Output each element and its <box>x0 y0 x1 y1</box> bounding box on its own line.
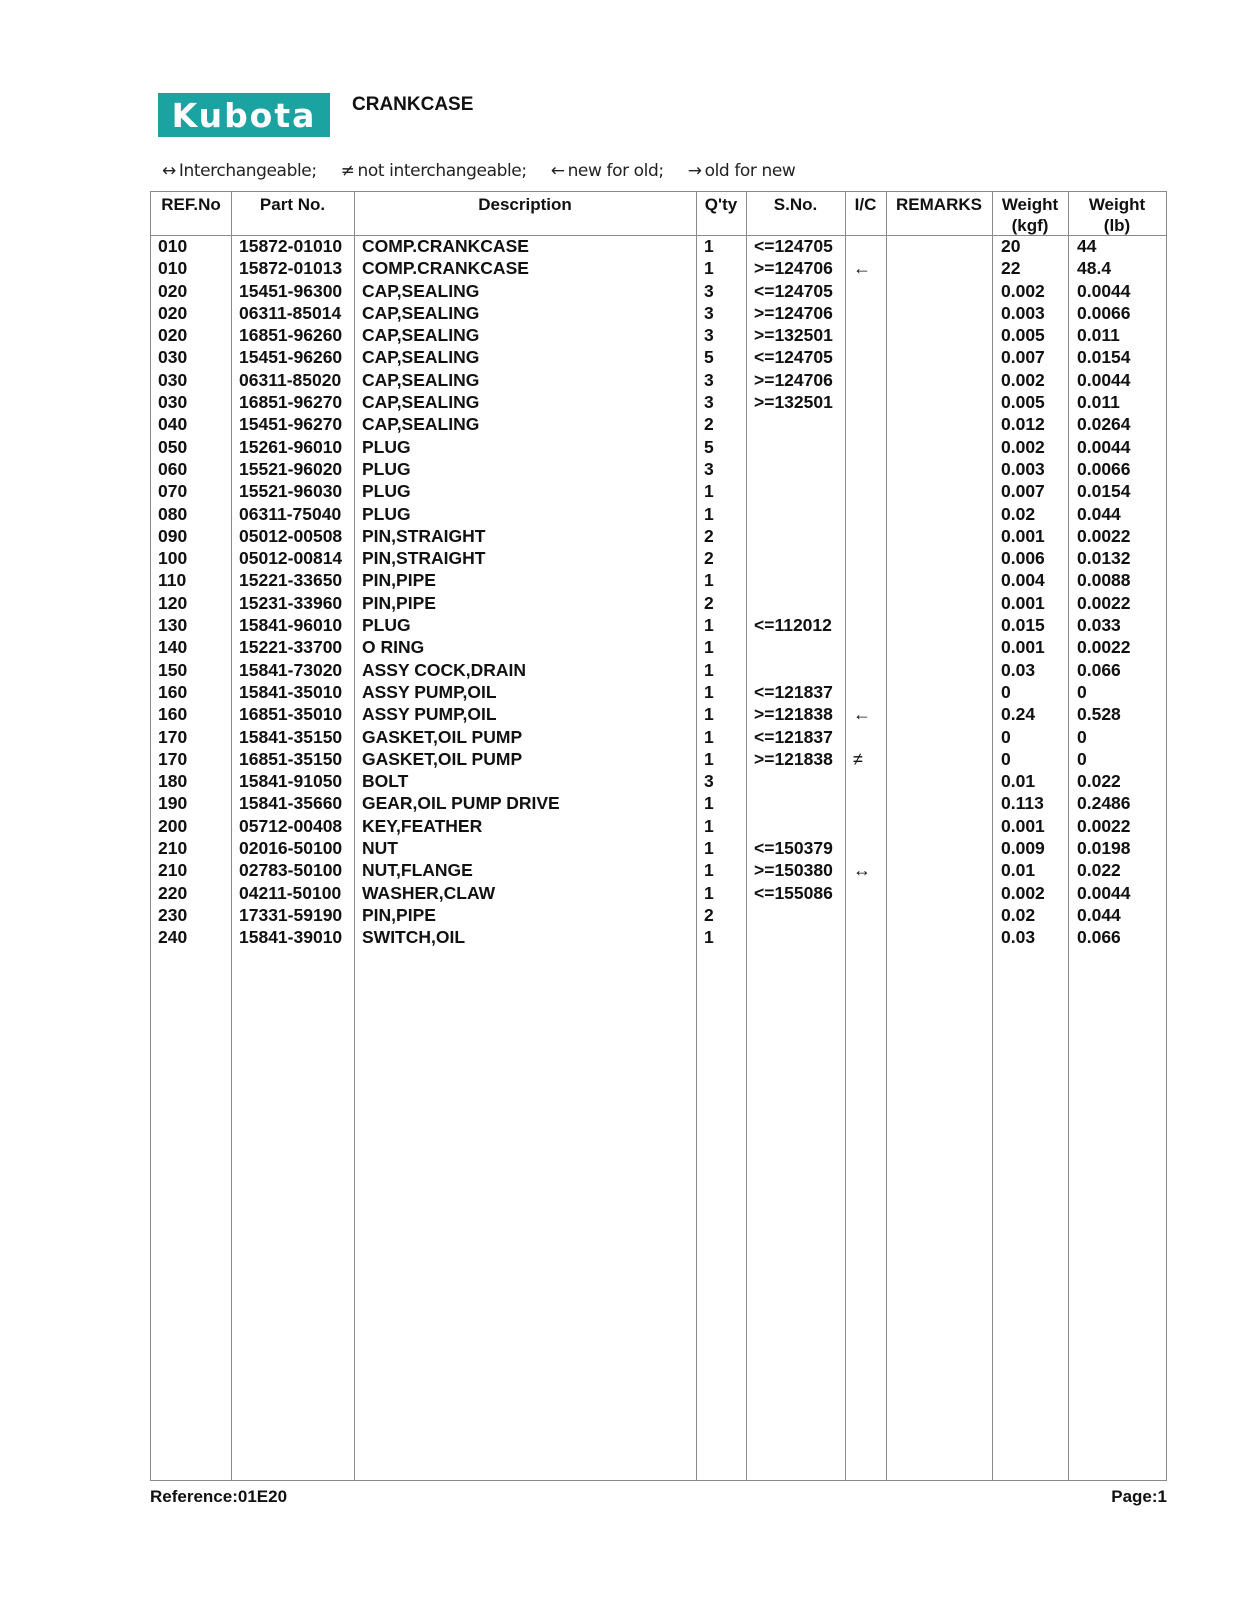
left-arrow-icon: ← <box>550 161 565 181</box>
qty-cell: 1 <box>704 570 714 591</box>
qty-cell: 1 <box>704 748 714 769</box>
parts-table <box>150 191 1167 1481</box>
qty-cell: 2 <box>704 548 714 569</box>
ref-no-cell: 210 <box>158 838 188 859</box>
part-no-cell: 17331-59190 <box>239 904 343 925</box>
weight-lb-cell: 0.033 <box>1077 615 1121 636</box>
legend-label: Interchangeable; <box>178 161 317 181</box>
weight-lb-cell: 0.0154 <box>1077 481 1131 502</box>
qty-cell: 2 <box>704 525 714 546</box>
description-cell: PIN,STRAIGHT <box>362 525 486 546</box>
part-no-cell: 15451-96300 <box>239 280 343 301</box>
qty-cell: 3 <box>704 302 714 323</box>
weight-kgf-cell: 0.02 <box>1001 904 1036 925</box>
part-no-cell: 15841-35010 <box>239 681 343 702</box>
table-body <box>151 235 1166 949</box>
legend <box>162 160 819 182</box>
table-row <box>151 815 1166 837</box>
weight-lb-cell: 0.011 <box>1077 325 1120 346</box>
weight-lb-cell: 0.0022 <box>1077 525 1131 546</box>
part-no-cell: 15451-96270 <box>239 414 343 435</box>
description-cell: O RING <box>362 637 425 658</box>
table-row <box>151 569 1166 591</box>
qty-cell: 1 <box>704 860 714 881</box>
weight-kgf-cell: 20 <box>1001 236 1021 256</box>
part-no-cell: 02783-50100 <box>239 860 343 881</box>
table-row <box>151 302 1166 324</box>
logo-text: Kubota <box>171 95 317 135</box>
ic-symbol-cell: ≠ <box>853 748 863 769</box>
table-row <box>151 413 1166 435</box>
table-row <box>151 346 1166 368</box>
header-weight-lb: Weight (lb) <box>1088 195 1146 235</box>
legend-item-new-for-old <box>551 161 664 181</box>
qty-cell: 3 <box>704 325 714 346</box>
page-number: Page:1 <box>1111 1487 1167 1506</box>
ref-no-cell: 100 <box>158 548 188 569</box>
weight-kgf-cell: 0.03 <box>1001 659 1036 680</box>
qty-cell: 1 <box>704 258 714 279</box>
qty-cell: 2 <box>704 904 714 925</box>
weight-lb-cell: 0.066 <box>1077 927 1121 948</box>
weight-lb-cell: 0.0022 <box>1077 592 1131 613</box>
serial-no-cell: >=124706 <box>754 302 833 323</box>
part-no-cell: 15521-96030 <box>239 481 343 502</box>
qty-cell: 1 <box>704 927 714 948</box>
ref-no-cell: 010 <box>158 236 188 256</box>
weight-lb-cell: 0.0066 <box>1077 458 1131 479</box>
ref-no-cell: 170 <box>158 726 188 747</box>
description-cell: ASSY PUMP,OIL <box>362 681 497 702</box>
legend-item-interchangeable <box>162 161 317 181</box>
weight-lb-cell: 0 <box>1077 726 1087 747</box>
ic-symbol-cell: ↔ <box>853 860 871 881</box>
ic-symbol-cell: ← <box>853 704 871 725</box>
table-row <box>151 792 1166 814</box>
weight-kgf-cell: 0.003 <box>1001 458 1045 479</box>
ref-no-cell: 140 <box>158 637 188 658</box>
weight-kgf-cell: 0.007 <box>1001 481 1045 502</box>
qty-cell: 1 <box>704 815 714 836</box>
part-no-cell: 06311-75040 <box>239 503 342 524</box>
ref-no-cell: 030 <box>158 369 188 390</box>
weight-kgf-cell: 0.002 <box>1001 280 1045 301</box>
weight-lb-cell: 0.0132 <box>1077 548 1131 569</box>
weight-kgf-cell: 0.01 <box>1001 860 1036 881</box>
weight-kgf-cell: 0.005 <box>1001 325 1045 346</box>
weight-kgf-cell: 0.005 <box>1001 392 1045 413</box>
right-arrow-icon: → <box>687 161 702 181</box>
header-qty: Q'ty <box>704 195 738 214</box>
description-cell: ASSY PUMP,OIL <box>362 704 497 725</box>
ref-no-cell: 050 <box>158 436 188 457</box>
table-row <box>151 859 1166 881</box>
weight-lb-cell: 0.0154 <box>1077 347 1131 368</box>
table-row <box>151 837 1166 859</box>
weight-lb-cell: 0.0066 <box>1077 302 1131 323</box>
description-cell: SWITCH,OIL <box>362 927 466 948</box>
weight-kgf-cell: 0.015 <box>1001 615 1045 636</box>
header-part-no: Part No. <box>259 195 326 214</box>
weight-kgf-cell: 0.012 <box>1001 414 1045 435</box>
qty-cell: 1 <box>704 681 714 702</box>
legend-label: not interchangeable; <box>357 161 527 181</box>
weight-lb-cell: 48.4 <box>1077 258 1112 279</box>
weight-lb-cell: 0.0264 <box>1077 414 1131 435</box>
weight-lb-cell: 0.528 <box>1077 704 1121 725</box>
ref-no-cell: 190 <box>158 793 188 814</box>
qty-cell: 3 <box>704 458 714 479</box>
table-row <box>151 882 1166 904</box>
ref-no-cell: 150 <box>158 659 188 680</box>
serial-no-cell: >=121838 <box>754 704 833 725</box>
description-cell: PIN,PIPE <box>362 570 436 591</box>
weight-kgf-cell: 22 <box>1001 258 1021 279</box>
description-cell: CAP,SEALING <box>362 392 480 413</box>
table-row <box>151 681 1166 703</box>
weight-kgf-cell: 0.02 <box>1001 503 1036 524</box>
ref-no-cell: 160 <box>158 704 188 725</box>
ref-no-cell: 110 <box>158 570 187 591</box>
serial-no-cell: >=132501 <box>754 392 833 413</box>
part-no-cell: 15221-33700 <box>239 637 343 658</box>
description-cell: PIN,PIPE <box>362 904 436 925</box>
header-ref: REF.No <box>161 195 221 214</box>
serial-no-cell: <=121837 <box>754 726 833 747</box>
ref-no-cell: 020 <box>158 302 188 323</box>
table-row <box>151 235 1166 257</box>
qty-cell: 1 <box>704 236 714 256</box>
ref-no-cell: 170 <box>158 748 188 769</box>
weight-lb-cell: 0.0044 <box>1077 369 1131 390</box>
serial-no-cell: <=121837 <box>754 681 833 702</box>
table-row <box>151 926 1166 948</box>
ref-no-cell: 020 <box>158 280 188 301</box>
weight-lb-cell: 0.0044 <box>1077 280 1131 301</box>
serial-no-cell: <=124705 <box>754 347 833 368</box>
ref-no-cell: 040 <box>158 414 188 435</box>
kubota-logo <box>158 93 330 137</box>
weight-kgf-cell: 0.002 <box>1001 369 1045 390</box>
ref-no-cell: 210 <box>158 860 188 881</box>
qty-cell: 1 <box>704 838 714 859</box>
qty-cell: 1 <box>704 637 714 658</box>
qty-cell: 3 <box>704 392 714 413</box>
weight-kgf-cell: 0.24 <box>1001 704 1036 725</box>
weight-lb-cell: 0 <box>1077 681 1087 702</box>
description-cell: CAP,SEALING <box>362 369 480 390</box>
table-row <box>151 748 1166 770</box>
header-ic: I/C <box>854 195 877 214</box>
qty-cell: 3 <box>704 280 714 301</box>
weight-kgf-cell: 0.03 <box>1001 927 1036 948</box>
weight-kgf-cell: 0 <box>1001 748 1011 769</box>
qty-cell: 1 <box>704 704 714 725</box>
table-row <box>151 636 1166 658</box>
description-cell: PIN,PIPE <box>362 592 436 613</box>
part-no-cell: 06311-85020 <box>239 369 342 390</box>
weight-lb-cell: 0.0044 <box>1077 436 1131 457</box>
description-cell: WASHER,CLAW <box>362 882 496 903</box>
description-cell: KEY,FEATHER <box>362 815 483 836</box>
serial-no-cell: <=124705 <box>754 280 833 301</box>
qty-cell: 1 <box>704 615 714 636</box>
weight-lb-cell: 0.022 <box>1077 860 1121 881</box>
description-cell: NUT,FLANGE <box>362 860 473 881</box>
table-row <box>151 547 1166 569</box>
ref-no-cell: 200 <box>158 815 188 836</box>
weight-kgf-cell: 0.007 <box>1001 347 1045 368</box>
description-cell: CAP,SEALING <box>362 302 480 323</box>
part-no-cell: 04211-50100 <box>239 882 342 903</box>
serial-no-cell: >=132501 <box>754 325 833 346</box>
description-cell: GEAR,OIL PUMP DRIVE <box>362 793 560 814</box>
serial-no-cell: <=150379 <box>754 838 833 859</box>
weight-lb-cell: 0.0022 <box>1077 815 1131 836</box>
qty-cell: 1 <box>704 503 714 524</box>
ref-no-cell: 080 <box>158 503 188 524</box>
serial-no-cell: >=150380 <box>754 860 833 881</box>
weight-lb-cell: 0.044 <box>1077 904 1121 925</box>
table-row <box>151 324 1166 346</box>
weight-lb-cell: 0.2486 <box>1077 793 1131 814</box>
weight-lb-cell: 0.0198 <box>1077 838 1131 859</box>
reference-label: Reference:01E20 <box>150 1487 288 1506</box>
part-no-cell: 05012-00508 <box>239 525 343 546</box>
legend-item-old-for-new <box>688 161 796 181</box>
part-no-cell: 15841-35150 <box>239 726 343 747</box>
qty-cell: 1 <box>704 659 714 680</box>
part-no-cell: 15841-91050 <box>239 771 343 792</box>
part-no-cell: 15521-96020 <box>239 458 343 479</box>
part-no-cell: 15872-01010 <box>239 236 343 256</box>
table-row <box>151 280 1166 302</box>
weight-lb-cell: 0.022 <box>1077 771 1121 792</box>
ref-no-cell: 090 <box>158 525 188 546</box>
description-cell: GASKET,OIL PUMP <box>362 748 523 769</box>
table-row <box>151 904 1166 926</box>
part-no-cell: 15261-96010 <box>239 436 343 457</box>
part-no-cell: 15451-96260 <box>239 347 343 368</box>
description-cell: CAP,SEALING <box>362 414 480 435</box>
weight-lb-cell: 0.0088 <box>1077 570 1131 591</box>
table-row <box>151 614 1166 636</box>
qty-cell: 3 <box>704 771 714 792</box>
table-row <box>151 436 1166 458</box>
weight-kgf-cell: 0.001 <box>1001 637 1045 658</box>
both-arrows-icon: ↔ <box>162 161 176 181</box>
ref-no-cell: 030 <box>158 392 188 413</box>
header-remarks: REMARKS <box>896 195 982 214</box>
qty-cell: 2 <box>704 592 714 613</box>
serial-no-cell: <=155086 <box>754 882 833 903</box>
weight-kgf-cell: 0.004 <box>1001 570 1045 591</box>
description-cell: PLUG <box>362 615 411 636</box>
part-no-cell: 15841-39010 <box>239 927 343 948</box>
description-cell: NUT <box>362 838 398 859</box>
description-cell: PLUG <box>362 436 411 457</box>
weight-kgf-cell: 0.002 <box>1001 436 1045 457</box>
part-no-cell: 02016-50100 <box>239 838 343 859</box>
qty-cell: 3 <box>704 369 714 390</box>
part-no-cell: 15841-73020 <box>239 659 343 680</box>
description-cell: CAP,SEALING <box>362 325 480 346</box>
serial-no-cell: >=124706 <box>754 369 833 390</box>
weight-lb-cell: 44 <box>1077 236 1097 256</box>
description-cell: COMP.CRANKCASE <box>362 236 529 256</box>
weight-kgf-cell: 0.002 <box>1001 882 1045 903</box>
legend-item-not-interchangeable <box>341 161 527 181</box>
serial-no-cell: <=124705 <box>754 236 833 256</box>
table-row <box>151 369 1166 391</box>
serial-no-cell: >=124706 <box>754 258 833 279</box>
ref-no-cell: 180 <box>158 771 188 792</box>
weight-kgf-cell: 0.001 <box>1001 525 1045 546</box>
table-row <box>151 659 1166 681</box>
not-equal-icon: ≠ <box>340 161 355 181</box>
weight-lb-cell: 0.0022 <box>1077 637 1131 658</box>
ref-no-cell: 230 <box>158 904 188 925</box>
weight-kgf-cell: 0 <box>1001 681 1011 702</box>
description-cell: PLUG <box>362 503 411 524</box>
weight-kgf-cell: 0.003 <box>1001 302 1045 323</box>
table-row <box>151 770 1166 792</box>
part-no-cell: 16851-96270 <box>239 392 343 413</box>
table-row <box>151 703 1166 725</box>
table-row <box>151 726 1166 748</box>
description-cell: COMP.CRANKCASE <box>362 258 529 279</box>
header-description: Description <box>478 195 572 214</box>
weight-kgf-cell: 0.001 <box>1001 592 1045 613</box>
part-no-cell: 16851-96260 <box>239 325 343 346</box>
part-no-cell: 05012-00814 <box>239 548 343 569</box>
ref-no-cell: 070 <box>158 481 188 502</box>
ref-no-cell: 030 <box>158 347 188 368</box>
part-no-cell: 16851-35150 <box>239 748 343 769</box>
qty-cell: 1 <box>704 726 714 747</box>
part-no-cell: 05712-00408 <box>239 815 343 836</box>
ref-no-cell: 060 <box>158 458 188 479</box>
table-row <box>151 458 1166 480</box>
page-title: CRANKCASE <box>352 94 474 115</box>
weight-kgf-cell: 0.009 <box>1001 838 1045 859</box>
qty-cell: 2 <box>704 414 714 435</box>
ref-no-cell: 160 <box>158 681 188 702</box>
description-cell: GASKET,OIL PUMP <box>362 726 523 747</box>
table-row <box>151 503 1166 525</box>
description-cell: PLUG <box>362 458 411 479</box>
weight-lb-cell: 0.0044 <box>1077 882 1131 903</box>
weight-lb-cell: 0.066 <box>1077 659 1121 680</box>
part-no-cell: 15231-33960 <box>239 592 343 613</box>
legend-label: new for old; <box>567 161 664 181</box>
table-row <box>151 592 1166 614</box>
description-cell: CAP,SEALING <box>362 347 480 368</box>
ref-no-cell: 010 <box>158 258 188 279</box>
part-no-cell: 15841-35660 <box>239 793 343 814</box>
table-row <box>151 391 1166 413</box>
weight-lb-cell: 0.011 <box>1077 392 1120 413</box>
serial-no-cell: >=121838 <box>754 748 833 769</box>
weight-lb-cell: 0.044 <box>1077 503 1121 524</box>
ref-no-cell: 220 <box>158 882 188 903</box>
weight-kgf-cell: 0.006 <box>1001 548 1045 569</box>
description-cell: PLUG <box>362 481 411 502</box>
ic-symbol-cell: ← <box>853 258 871 279</box>
qty-cell: 1 <box>704 793 714 814</box>
part-no-cell: 15841-96010 <box>239 615 343 636</box>
part-no-cell: 06311-85014 <box>239 302 342 323</box>
weight-kgf-cell: 0.113 <box>1001 793 1044 814</box>
qty-cell: 5 <box>704 436 714 457</box>
weight-lb-cell: 0 <box>1077 748 1087 769</box>
qty-cell: 1 <box>704 882 714 903</box>
header-weight-kgf: Weight (kgf) <box>1001 195 1059 235</box>
weight-kgf-cell: 0.01 <box>1001 771 1036 792</box>
description-cell: ASSY COCK,DRAIN <box>362 659 527 680</box>
table-row <box>151 480 1166 502</box>
weight-kgf-cell: 0 <box>1001 726 1011 747</box>
ref-no-cell: 120 <box>158 592 188 613</box>
qty-cell: 1 <box>704 481 714 502</box>
table-row <box>151 257 1166 279</box>
part-no-cell: 15221-33650 <box>239 570 343 591</box>
description-cell: CAP,SEALING <box>362 280 480 301</box>
part-no-cell: 15872-01013 <box>239 258 343 279</box>
table-row <box>151 525 1166 547</box>
serial-no-cell: <=112012 <box>754 615 832 636</box>
header-serial-no: S.No. <box>773 195 818 214</box>
part-no-cell: 16851-35010 <box>239 704 343 725</box>
description-cell: PIN,STRAIGHT <box>362 548 486 569</box>
ref-no-cell: 240 <box>158 927 188 948</box>
ref-no-cell: 020 <box>158 325 188 346</box>
description-cell: BOLT <box>362 771 409 792</box>
legend-label: old for new <box>704 161 796 181</box>
qty-cell: 5 <box>704 347 714 368</box>
ref-no-cell: 130 <box>158 615 188 636</box>
weight-kgf-cell: 0.001 <box>1001 815 1045 836</box>
